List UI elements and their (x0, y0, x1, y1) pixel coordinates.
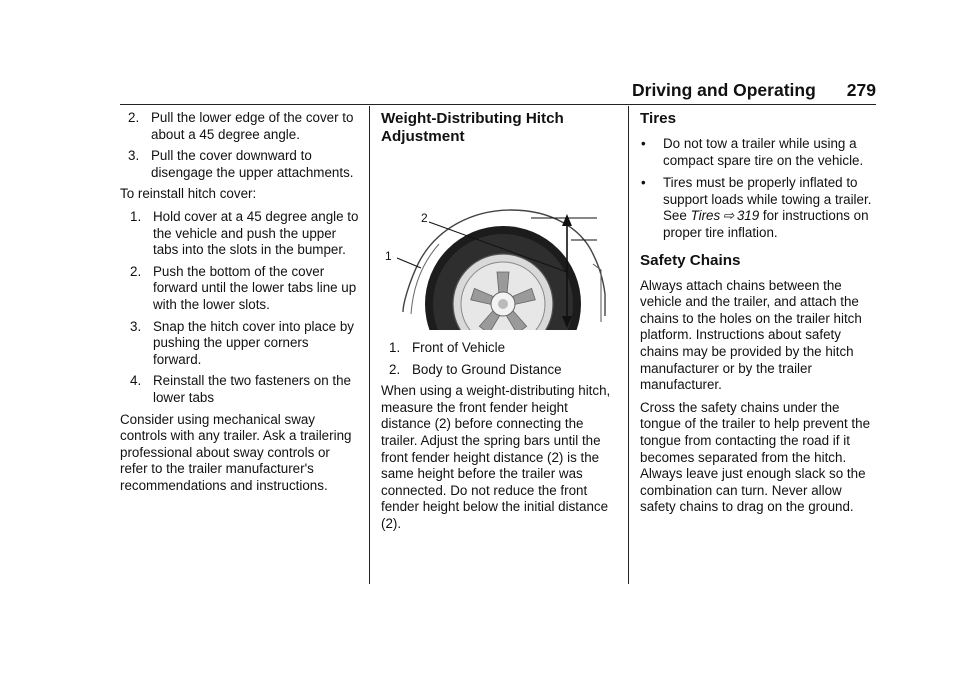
safety-chains-paragraph-2: Cross the safety chains under the tongue of the trailer to help prevent the tongue from contacting the road if it becomes separated from the hitch. Always leave just enough slack so the combination can turn. Never allow safety chains to drag on the ground. (640, 399, 871, 515)
callout-1: 1 (385, 249, 392, 263)
arrow-right-icon: ⇨ (722, 208, 735, 224)
tires-heading: Tires (640, 110, 677, 127)
sway-controls-paragraph: Consider using mechanical sway controls with any trailer. Ask a trailering professional about sway controls or refer to the trailer manufacturer's recommendations and instructions. (120, 411, 352, 493)
bullet-item: • Do not tow a trailer while using a compact spare tire on the vehicle. (641, 136, 864, 168)
tires-page-link[interactable]: Tires ⇨ 319 (690, 208, 760, 224)
callout-2: 2 (421, 211, 428, 225)
column-divider-1 (369, 106, 370, 584)
reinstall-intro: To reinstall hitch cover: (120, 186, 257, 202)
hitch-adjustment-heading: Weight-Distributing Hitch Adjustment (381, 110, 564, 145)
list-item: 1. Hold cover at a 45 degree angle to the vehicle and push the upper tabs into the slots in the bumper. (130, 208, 359, 258)
bullet-icon: • (641, 136, 646, 151)
list-item: 3. Pull the cover downward to disengage the upper attachments. (128, 148, 354, 180)
column-1 (120, 110, 360, 500)
column-divider-2 (628, 106, 629, 584)
page-number: 279 (846, 80, 876, 100)
bullet-icon: • (641, 175, 646, 191)
legend-item: 2. Body to Ground Distance (389, 361, 562, 377)
list-item: 4. Reinstall the two fasteners on the lower tabs (130, 373, 351, 405)
column-3 (640, 110, 878, 522)
wheel-illustration (381, 154, 611, 330)
safety-chains-heading: Safety Chains (640, 251, 741, 269)
legend-item: 1. Front of Vehicle (389, 340, 506, 355)
list-item: 3. Snap the hitch cover into place by pushing the upper corners forward. (130, 318, 354, 367)
page-header (632, 80, 876, 101)
list-item: 2. Push the bottom of the cover forward until the lower tabs line up with the lower slots. (130, 263, 357, 312)
hitch-adjustment-body: When using a weight-distributing hitch, measure the front fender height distance (2) before connecting the trailer. Adjust the spring bars until the front fender height distance (2) is the same height before the trailer was connected. Do not reduce the front fender height below the initial distance (2). (381, 383, 611, 531)
column-2 (381, 110, 611, 539)
safety-chains-paragraph-1: Always attach chains between the vehicle and the trailer, and attach the chains to the holes on the trailer hitch platform. Instructions about safety chains may be provided by the hitch manufacturer or by the trailer manufacturer. (640, 277, 862, 393)
section-title: Driving and Operating (632, 80, 816, 100)
bullet-item: • Tires must be properly inflated to support loads while towing a trailer. See Tires ⇨ 319 for instructions on proper tire inflation. (641, 175, 872, 240)
header-rule (120, 104, 876, 105)
fender-height-figure (381, 154, 611, 330)
list-item: 2. Pull the lower edge of the cover to about a 45 degree angle. (128, 110, 354, 142)
